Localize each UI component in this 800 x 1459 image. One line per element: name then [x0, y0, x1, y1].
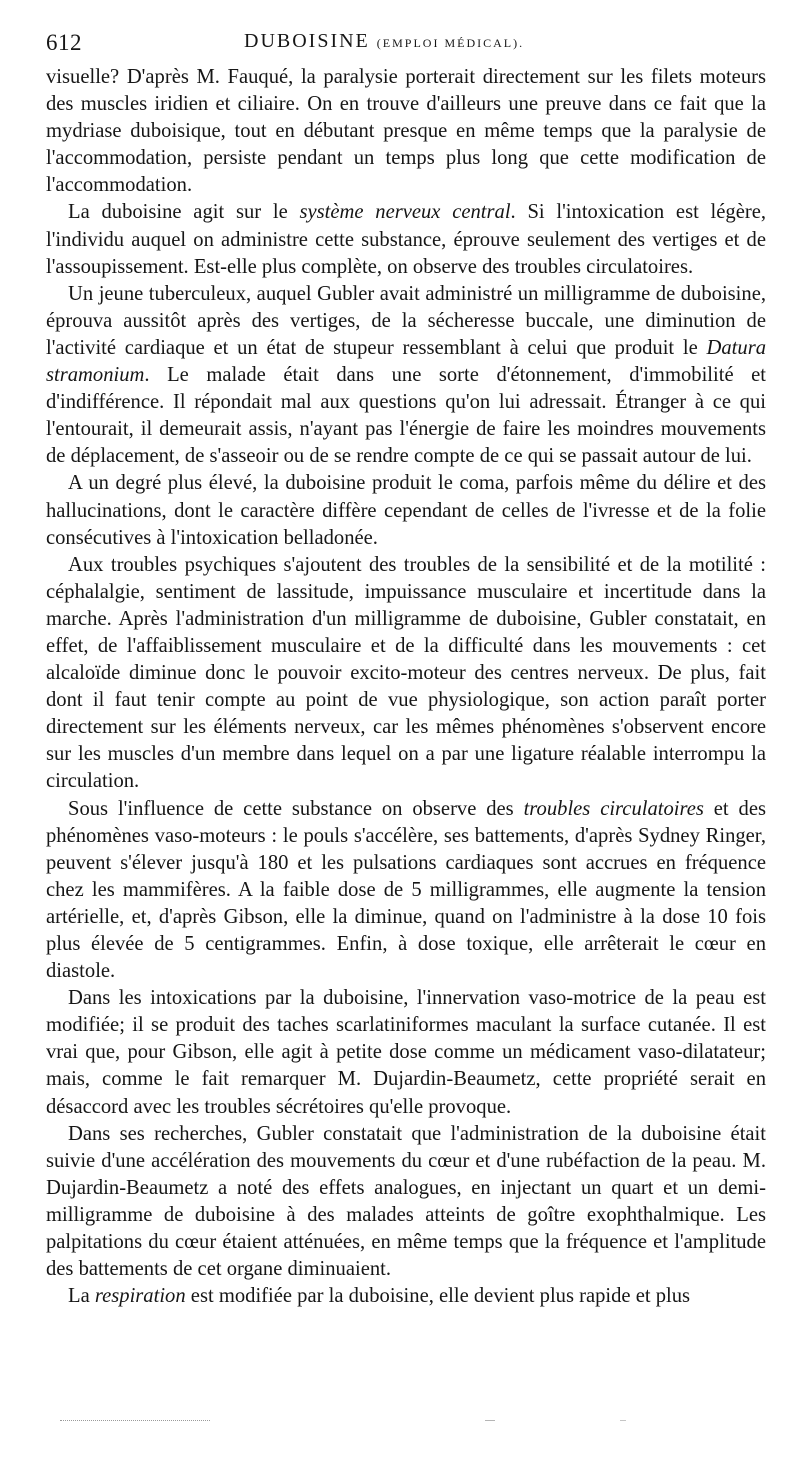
- text-run: . Le malade était dans une sorte d'étonnement, d'immobilité et d'indifférence. Il répondait mal aux questions qu'on lui adressait. Étranger à ce qui l'entourait, il demeurait assis, n'ayant pas l'énergie de faire les moindres mouvements de déplacement, de s'asseoir ou de se rendre compte de ce qui se passait autour de lui.: [46, 364, 766, 468]
- text-run: Un jeune tuberculeux, auquel Gubler avait administré un milligramme de duboisine, éprouva aussitôt après des vertiges, de la sécheresse buccale, une diminution de l'activité cardiaque et un état de stupeur ressemblant à celui que produit le: [46, 282, 766, 359]
- paragraph-psychic-troubles: [46, 552, 766, 796]
- paragraph-vasomotor-innervation: [46, 985, 766, 1120]
- page-header: [46, 30, 766, 64]
- text-run: La: [68, 1285, 95, 1308]
- italic-term: troubles circulatoires: [523, 797, 704, 820]
- text-run: et des phénomènes vaso-moteurs : le pouls s'accélère, ses battements, d'après Sydney Ringer, peuvent s'élever jusqu'à 180 et les pulsations cardiaques sont accrues en fréquence chez les mammifères. A la faible dose de 5 milligrammes, elle augmente la tension artérielle, et, d'après Gibson, elle la diminue, quand on l'administre à la dose 10 fois plus élevée de 5 centigrammes. Enfin, à dose toxique, elle arrêterait le cœur en diastole.: [46, 797, 766, 983]
- italic-term: Datura stramonium: [46, 336, 766, 387]
- footer-rule: [60, 1420, 210, 1421]
- text-run: La duboisine agit sur le: [68, 201, 300, 224]
- paragraph-circulatory-troubles: [46, 796, 766, 986]
- running-title-main: DUBOISINE: [244, 30, 370, 52]
- paragraph-continuation: [46, 64, 766, 199]
- running-title-subtitle: (EMPLOI MÉDICAL).: [376, 36, 525, 50]
- paragraph-tuberculous-patient: [46, 281, 766, 471]
- text-run: est modifiée par la duboisine, elle devient plus rapide et plus: [185, 1285, 691, 1308]
- text-run: Aux troubles psychiques s'ajoutent des troubles de la sensibilité et de la motilité : céphalalgie, sentiment de lassitude, impuissance musculaire et incertitude dans la marche. Après l'administration d'un milligramme de duboisine, Gubler constatait, en effet, de l'affaiblissement musculaire et de la difficulté dans les mouvements : cet alcaloïde diminue donc le pouvoir excito-moteur des centres nerveux. De plus, fait dont il faut tenir compte au point de vue physiologique, son action paraît porter directement sur les éléments nerveux, car les mêmes phénomènes s'observent encore sur les muscles d'un membre dans lequel on a par une ligature réalable interrompu la circulation.: [46, 553, 766, 793]
- italic-term: système nerveux central: [299, 201, 511, 224]
- paragraph-respiration: [46, 1283, 766, 1310]
- text-run: Dans ses recherches, Gubler constatait que l'administration de la duboisine était suivie d'une accélération des mouvements du cœur et d'une rubéfaction de la peau. M. Dujardin-Beaumetz a noté des effets analogues, en injectant un quart et un demi-milligramme de duboisine à des malades atteints de goître exophthalmique. Les palpitations du cœur étaient atténuées, en même temps que la fréquence et l'amplitude des battements de cet organe diminuaient.: [46, 1122, 766, 1281]
- running-title: [244, 30, 524, 53]
- italic-term: respiration: [94, 1285, 186, 1308]
- footer-mark: [620, 1420, 626, 1421]
- text-run: visuelle? D'après M. Fauqué, la paralysie porterait directement sur les filets moteurs des muscles iridien et ciliaire. On en trouve d'ailleurs une preuve dans ce fait que la mydriase duboisique, tout en débutant presque en même temps que la paralysie de l'accommodation, persiste pendant un temps plus long que cette modification de l'accommodation.: [46, 66, 766, 197]
- text-run: . Si l'intoxication est légère, l'individu auquel on administre cette substance, éprouve seulement des vertiges et de l'assoupissement. Est-elle plus complète, on observe des troubles circulatoires.: [46, 201, 767, 278]
- body-text: [46, 64, 766, 1310]
- page-number: 612: [46, 30, 82, 55]
- paragraph-coma-delirium: [46, 470, 766, 551]
- paragraph-central-nervous-system: [46, 199, 766, 280]
- text-run: Sous l'influence de cette substance on observe des: [68, 797, 524, 820]
- text-run: Dans les intoxications par la duboisine, l'innervation vaso-motrice de la peau est modifiée; il se produit des taches scarlatiniformes maculant la surface cutanée. Il est vrai que, pour Gibson, elle agit à petite dose comme un médicament vaso-dilatateur; mais, comme le fait remarquer M. Dujardin-Beaumetz, cette propriété serait en désaccord avec les troubles sécrétoires qu'elle provoque.: [46, 987, 766, 1118]
- paragraph-gubler-research: [46, 1121, 766, 1284]
- text-run: A un degré plus élevé, la duboisine produit le coma, parfois même du délire et des hallucinations, dont le caractère diffère cependant de celles de l'ivresse et de la folie consécutives à l'intoxication belladonée.: [46, 472, 766, 549]
- footer-mark: [485, 1420, 495, 1421]
